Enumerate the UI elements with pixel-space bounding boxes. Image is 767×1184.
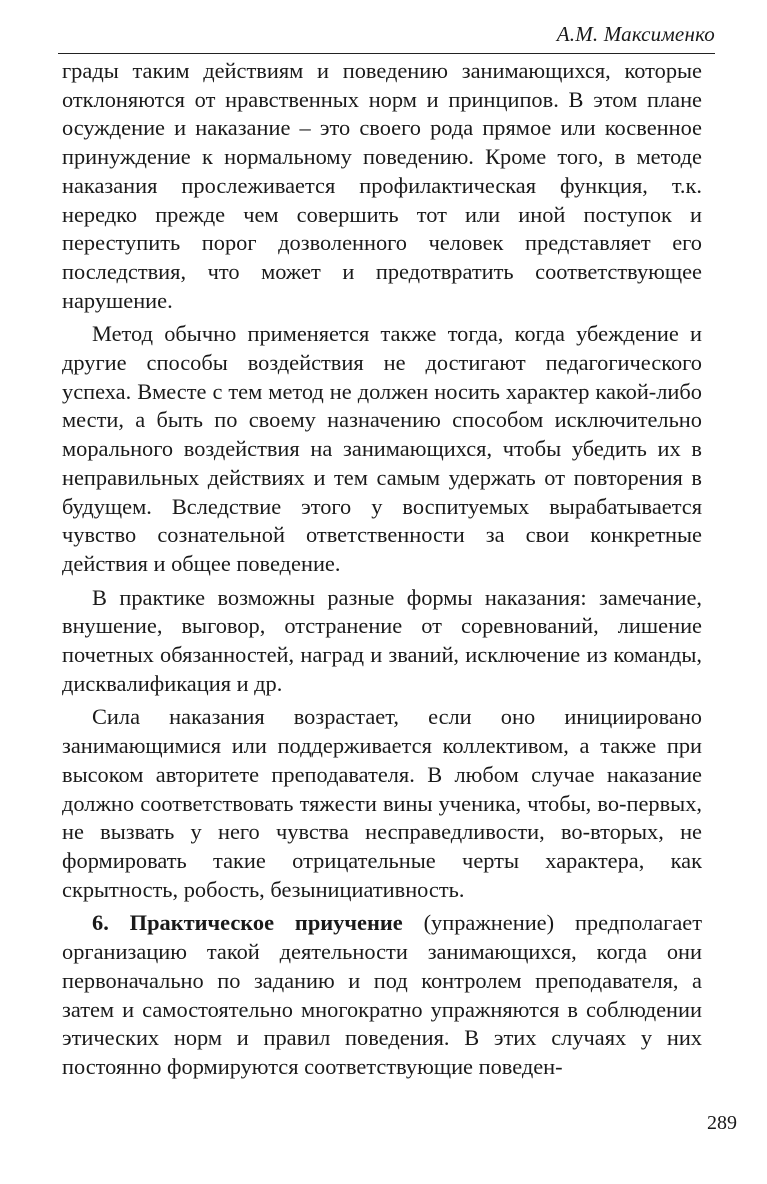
paragraph-1 bbox=[62, 57, 702, 315]
section-lead-term: 6. Практическое приучение bbox=[92, 910, 403, 936]
paragraph-5 bbox=[62, 909, 702, 1081]
page-number: 289 bbox=[707, 1112, 737, 1134]
paragraph-2-text: Метод обычно применяется также тогда, когда убеждение и другие способы воздействия не достигают педагогического успеха. Вместе с тем метод не должен носить характер какой-либо мести, а быть по своему назначению способом исключительно морального воздействия на занимающихся, чтобы убедить их в неправильных действиях и тем самым удержать от повторения в будущем. Вследствие этого у воспитуемых вырабатывается чувство сознательной ответственности за свои конкретные действия и общее поведение. bbox=[62, 321, 702, 576]
paragraph-2 bbox=[62, 320, 702, 578]
paragraph-5-text: (упражнение) предполагает организацию такой деятельности занимающихся, когда они первоначально по заданию и под контролем преподавателя, а затем и самостоятельно многократно упражняются в соблюдении этических норм и правил поведения. В этих случаях у них постоянно формируются соответствующие поведен- bbox=[62, 910, 703, 1079]
running-head-author: А.М. Максименко bbox=[556, 22, 715, 46]
paragraph-4 bbox=[62, 703, 702, 904]
paragraph-3-text: В практике возможны разные формы наказания: замечание, внушение, выговор, отстранение от соревнований, лишение почетных обязанностей, наград и званий, исключение из команды, дисквалификация и др. bbox=[62, 584, 702, 696]
paragraph-3 bbox=[62, 584, 702, 699]
paragraph-1-text: грады таким действиям и поведению занимающихся, которые отклоняются от нравственных норм и принципов. В этом плане осуждение и наказание – это своего рода прямое или косвенное принуждение к нормальному поведению. Кроме того, в методе наказания прослеживается профилактическая функция, т.к. нередко прежде чем совершить тот или иной поступок и переступить порог дозволенного человек представляет его последствия, что может и предотвратить соответствующее нарушение. bbox=[62, 58, 702, 313]
paragraph-4-text: Сила наказания возрастает, если оно инициировано занимающимися или поддерживается коллективом, а также при высоком авторитете преподавателя. В любом случае наказание должно соответствовать тяжести вины ученика, чтобы, во-первых, не вызвать у него чувства несправедливости, во-вторых, не формировать такие отрицательные черты характера, как скрытность, робость, безынициативность. bbox=[62, 704, 702, 902]
header-rule bbox=[58, 53, 715, 54]
body-text bbox=[62, 57, 702, 1087]
